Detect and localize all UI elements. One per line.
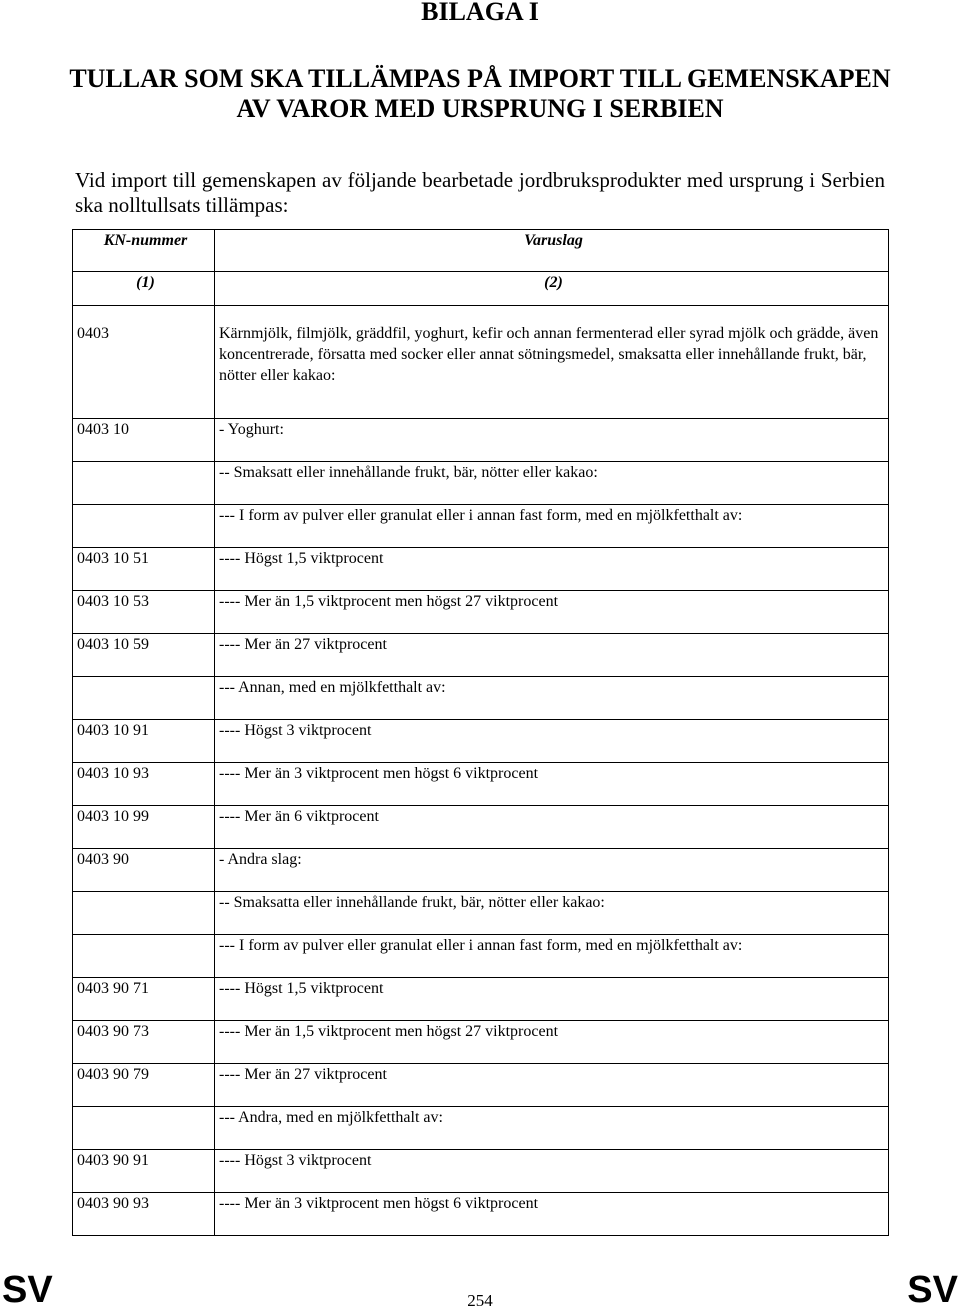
- row-description: - Yoghurt:: [215, 419, 889, 462]
- intro-paragraph: Vid import till gemenskapen av följande bearbetade jordbruksprodukter med ursprung i Serbien ska nolltullsats tillämpas:: [75, 168, 885, 217]
- table-subheader-row: [73, 272, 889, 306]
- row-description: ---- Mer än 1,5 viktprocent men högst 27 viktprocent: [215, 591, 889, 634]
- row-code: [73, 892, 215, 935]
- table-row: [73, 1021, 889, 1064]
- table-row: [73, 806, 889, 849]
- row-code: [73, 505, 215, 548]
- row-code: 0403 90 93: [73, 1193, 215, 1236]
- table-row: [73, 720, 889, 763]
- header-description: Varuslag: [215, 230, 889, 272]
- row-code: [73, 1107, 215, 1150]
- row-description: ---- Mer än 3 viktprocent men högst 6 viktprocent: [215, 1193, 889, 1236]
- table-row: [73, 634, 889, 677]
- subheader-col-1: (1): [73, 272, 215, 306]
- table-row: [73, 505, 889, 548]
- row-description: --- Annan, med en mjölkfetthalt av:: [215, 677, 889, 720]
- language-code-right: SV: [907, 1269, 958, 1311]
- row-description: ---- Högst 3 viktprocent: [215, 720, 889, 763]
- table-row: [73, 1064, 889, 1107]
- table-row: [73, 591, 889, 634]
- row-description: Kärnmjölk, filmjölk, gräddfil, yoghurt, kefir och annan fermenterad eller syrad mjölk och grädde, även koncentrerade, försatta med socker eller annat sötningsmedel, smaksatta eller innehållande frukt, bär, nötter eller kakao:: [215, 306, 889, 419]
- table-row: [73, 935, 889, 978]
- row-description: -- Smaksatta eller innehållande frukt, bär, nötter eller kakao:: [215, 892, 889, 935]
- row-description: ---- Högst 3 viktprocent: [215, 1150, 889, 1193]
- table-row: [73, 849, 889, 892]
- language-code-left: SV: [2, 1269, 53, 1311]
- table-row: [73, 892, 889, 935]
- table-row: [73, 462, 889, 505]
- row-description: - Andra slag:: [215, 849, 889, 892]
- title-line-1: TULLAR SOM SKA TILLÄMPAS PÅ IMPORT TILL GEMENSKAPEN: [69, 64, 891, 93]
- row-code: 0403 10 59: [73, 634, 215, 677]
- row-code: 0403 10 53: [73, 591, 215, 634]
- table-row: [73, 1193, 889, 1236]
- row-description: ---- Mer än 27 viktprocent: [215, 634, 889, 677]
- table-row: [73, 677, 889, 720]
- row-code: 0403: [73, 306, 215, 419]
- row-code: 0403 90 71: [73, 978, 215, 1021]
- row-description: ---- Mer än 3 viktprocent men högst 6 viktprocent: [215, 763, 889, 806]
- document-title: [0, 64, 960, 124]
- row-description: --- Andra, med en mjölkfetthalt av:: [215, 1107, 889, 1150]
- row-description: --- I form av pulver eller granulat eller i annan fast form, med en mjölkfetthalt av:: [215, 505, 889, 548]
- subheader-col-2: (2): [215, 272, 889, 306]
- row-description: ---- Högst 1,5 viktprocent: [215, 978, 889, 1021]
- row-description: ---- Mer än 1,5 viktprocent men högst 27 viktprocent: [215, 1021, 889, 1064]
- tariff-table: [72, 229, 889, 1236]
- table-row: [73, 419, 889, 462]
- row-code: 0403 90 91: [73, 1150, 215, 1193]
- row-code: 0403 90 79: [73, 1064, 215, 1107]
- row-code: 0403 10 99: [73, 806, 215, 849]
- row-code: [73, 677, 215, 720]
- table-row: [73, 306, 889, 419]
- row-code: 0403 90: [73, 849, 215, 892]
- table-row: [73, 763, 889, 806]
- table-row: [73, 1150, 889, 1193]
- header-kn-number: KN-nummer: [73, 230, 215, 272]
- row-code: [73, 935, 215, 978]
- table-row: [73, 1107, 889, 1150]
- row-code: [73, 462, 215, 505]
- row-code: 0403 10 93: [73, 763, 215, 806]
- table-row: [73, 978, 889, 1021]
- table-row: [73, 548, 889, 591]
- row-description: ---- Mer än 6 viktprocent: [215, 806, 889, 849]
- annex-label: BILAGA I: [421, 0, 539, 26]
- table-header-row: [73, 230, 889, 272]
- row-description: --- I form av pulver eller granulat eller i annan fast form, med en mjölkfetthalt av:: [215, 935, 889, 978]
- row-code: 0403 10 51: [73, 548, 215, 591]
- row-description: -- Smaksatt eller innehållande frukt, bär, nötter eller kakao:: [215, 462, 889, 505]
- page-number: 254: [467, 1291, 493, 1310]
- row-code: 0403 90 73: [73, 1021, 215, 1064]
- title-line-2: AV VAROR MED URSPRUNG I SERBIEN: [236, 94, 724, 123]
- row-description: ---- Mer än 27 viktprocent: [215, 1064, 889, 1107]
- row-code: 0403 10 91: [73, 720, 215, 763]
- row-description: ---- Högst 1,5 viktprocent: [215, 548, 889, 591]
- row-code: 0403 10: [73, 419, 215, 462]
